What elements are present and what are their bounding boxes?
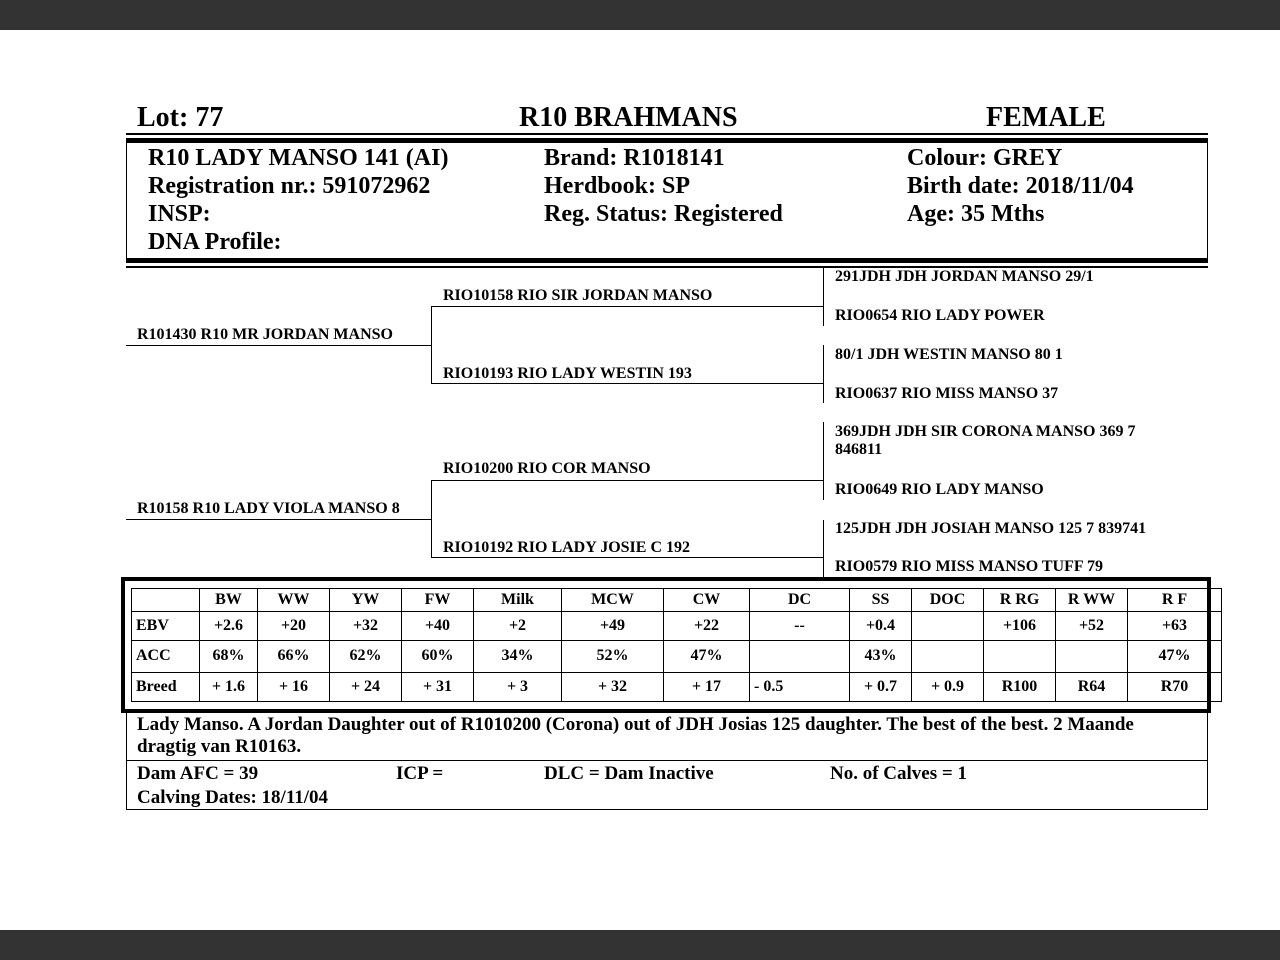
pedigree-ggp-1: 291JDH JDH JORDAN MANSO 29/1 [835, 268, 1094, 285]
age-value: Age: 35 Mths [907, 201, 1045, 227]
ebv-cell: 62% [330, 640, 402, 673]
ebv-cell: 34% [474, 640, 562, 673]
pedigree-sire: R101430 R10 MR JORDAN MANSO [137, 326, 393, 343]
dam-vertical-up [431, 480, 432, 520]
ebv-cell: + 32 [562, 673, 664, 702]
ebv-cell: + 31 [402, 673, 474, 702]
dam-afc: Dam AFC = 39 [137, 763, 259, 784]
breeder-title: R10 BRAHMANS [519, 102, 738, 133]
pedigree-ggp-2: RIO0654 RIO LADY POWER [835, 307, 1045, 324]
ebv-header-yw: YW [330, 589, 402, 612]
comments-text: Lady Manso. A Jordan Daughter out of R1010200 (Corona) out of JDH Josias 125 daughter. The best of the best. 2 Maande dragtig van R10163. [137, 714, 1134, 757]
ebv-row-breed [132, 673, 1222, 702]
ebv-cell: +52 [1056, 612, 1128, 641]
sd-bracket [823, 345, 824, 403]
ebv-cell: 60% [402, 640, 474, 673]
ebv-cell: +20 [258, 612, 330, 641]
sire-dam-line [431, 383, 824, 384]
ebv-row-ebv [132, 612, 1222, 641]
pedigree-dam-sire: RIO10200 RIO COR MANSO [443, 460, 651, 477]
info-rule-top [126, 258, 1208, 263]
dam-sire-line [431, 480, 824, 481]
comments-divider [126, 760, 1208, 761]
ebv-cell: +63 [1128, 612, 1222, 641]
ebv-header-r-rg: R RG [984, 589, 1056, 612]
sire-sire-line [431, 306, 824, 307]
lot-number: Lot: 77 [137, 102, 224, 133]
ebv-header-dc: DC [750, 589, 850, 612]
ebv-table [131, 588, 1222, 702]
ebv-cell: +106 [984, 612, 1056, 641]
ebv-cell [984, 640, 1056, 673]
dna-profile-label: DNA Profile: [148, 229, 282, 255]
pedigree-ggp-8: RIO0579 RIO MISS MANSO TUFF 79 [835, 558, 1104, 575]
pedigree-dam: R10158 R10 LADY VIOLA MANSO 8 [137, 500, 400, 517]
ebv-cell: 47% [1128, 640, 1222, 673]
calving-dates: Calving Dates: 18/11/04 [137, 787, 329, 808]
ebv-row-label: EBV [132, 612, 200, 641]
ebv-row-label: Breed [132, 673, 200, 702]
ebv-header-cw: CW [664, 589, 750, 612]
ebv-cell: +2.6 [200, 612, 258, 641]
dlc: DLC = Dam Inactive [544, 763, 714, 784]
ebv-header-mcw: MCW [562, 589, 664, 612]
registration-number: Registration nr.: 591072962 [148, 173, 431, 199]
ebv-cell [1056, 640, 1128, 673]
ebv-header-ss: SS [850, 589, 912, 612]
info-right-border [1207, 143, 1208, 261]
ebv-cell: 68% [200, 640, 258, 673]
pedigree-ggp-4: RIO0637 RIO MISS MANSO 37 [835, 385, 1059, 402]
icp: ICP = [396, 763, 444, 784]
pedigree-ggp-3: 80/1 JDH WESTIN MANSO 80 1 [835, 346, 1063, 363]
pedigree-dam-dam: RIO10192 RIO LADY JOSIE C 192 [443, 539, 690, 556]
ebv-cell: + 1.6 [200, 673, 258, 702]
ebv-cell: + 24 [330, 673, 402, 702]
ebv-cell: +22 [664, 612, 750, 641]
sire-vertical-down [431, 345, 432, 384]
ebv-cell: 43% [850, 640, 912, 673]
ebv-cell: R64 [1056, 673, 1128, 702]
pedigree-sire-dam: RIO10193 RIO LADY WESTIN 193 [443, 365, 692, 382]
ebv-header-milk: Milk [474, 589, 562, 612]
ebv-cell: + 3 [474, 673, 562, 702]
ebv-header-r-ww: R WW [1056, 589, 1128, 612]
ebv-cell [912, 640, 984, 673]
ebv-header-doc: DOC [912, 589, 984, 612]
ebv-cell: +32 [330, 612, 402, 641]
ebv-row-acc [132, 640, 1222, 673]
dam-vertical-down [431, 519, 432, 558]
title-rule-top [126, 133, 1208, 135]
ebv-cell: +40 [402, 612, 474, 641]
ebv-cell: 52% [562, 640, 664, 673]
ebv-cell: 66% [258, 640, 330, 673]
ebv-cell: + 16 [258, 673, 330, 702]
ebv-row-label: ACC [132, 640, 200, 673]
dd-bracket [823, 520, 824, 578]
colour-value: Colour: GREY [907, 145, 1063, 171]
ds-bracket [823, 422, 824, 500]
ebv-header-row [132, 589, 1222, 612]
ebv-cell: -- [750, 612, 850, 641]
ebv-cell: +2 [474, 612, 562, 641]
sire-line [126, 345, 432, 346]
ebv-cell [750, 640, 850, 673]
brand-value: Brand: R1018141 [544, 145, 725, 171]
ebv-cell: +49 [562, 612, 664, 641]
ebv-header-ww: WW [258, 589, 330, 612]
pedigree-ggp-7: 125JDH JDH JOSIAH MANSO 125 7 839741 [835, 520, 1147, 537]
birth-date-value: Birth date: 2018/11/04 [907, 173, 1134, 199]
dam-line [126, 519, 432, 520]
ebv-cell: +0.4 [850, 612, 912, 641]
ebv-cell [912, 612, 984, 641]
pedigree-ggp-5: 369JDH JDH SIR CORONA MANSO 369 7 [835, 423, 1136, 440]
catalogue-page [0, 30, 1280, 930]
dam-dam-line [431, 557, 824, 558]
sire-vertical-up [431, 306, 432, 346]
animal-name: R10 LADY MANSO 141 (AI) [148, 145, 449, 171]
info-left-border [126, 143, 127, 261]
ebv-header-fw: FW [402, 589, 474, 612]
ebv-header-blank [132, 589, 200, 612]
title-rule-bottom [126, 138, 1208, 143]
ebv-cell: 47% [664, 640, 750, 673]
top-dark-bar [0, 0, 1280, 30]
ebv-cell: + 0.7 [850, 673, 912, 702]
pedigree-ggp-5-cont: 846811 [835, 441, 883, 458]
ebv-cell: R100 [984, 673, 1056, 702]
insp-label: INSP: [148, 201, 211, 227]
herdbook-value: Herdbook: SP [544, 173, 691, 199]
pedigree-sire-sire: RIO10158 RIO SIR JORDAN MANSO [443, 287, 713, 304]
ebv-header-bw: BW [200, 589, 258, 612]
ebv-cell: + 0.9 [912, 673, 984, 702]
ebv-cell: - 0.5 [750, 673, 850, 702]
ebv-header-r-f: R F [1128, 589, 1222, 612]
reg-status-value: Reg. Status: Registered [544, 201, 783, 227]
ebv-cell: + 17 [664, 673, 750, 702]
pedigree-ggp-6: RIO0649 RIO LADY MANSO [835, 481, 1044, 498]
ss-bracket [823, 268, 824, 326]
number-of-calves: No. of Calves = 1 [830, 763, 967, 784]
sex-label: FEMALE [986, 102, 1106, 133]
ebv-cell: R70 [1128, 673, 1222, 702]
bottom-dark-bar [0, 930, 1280, 960]
